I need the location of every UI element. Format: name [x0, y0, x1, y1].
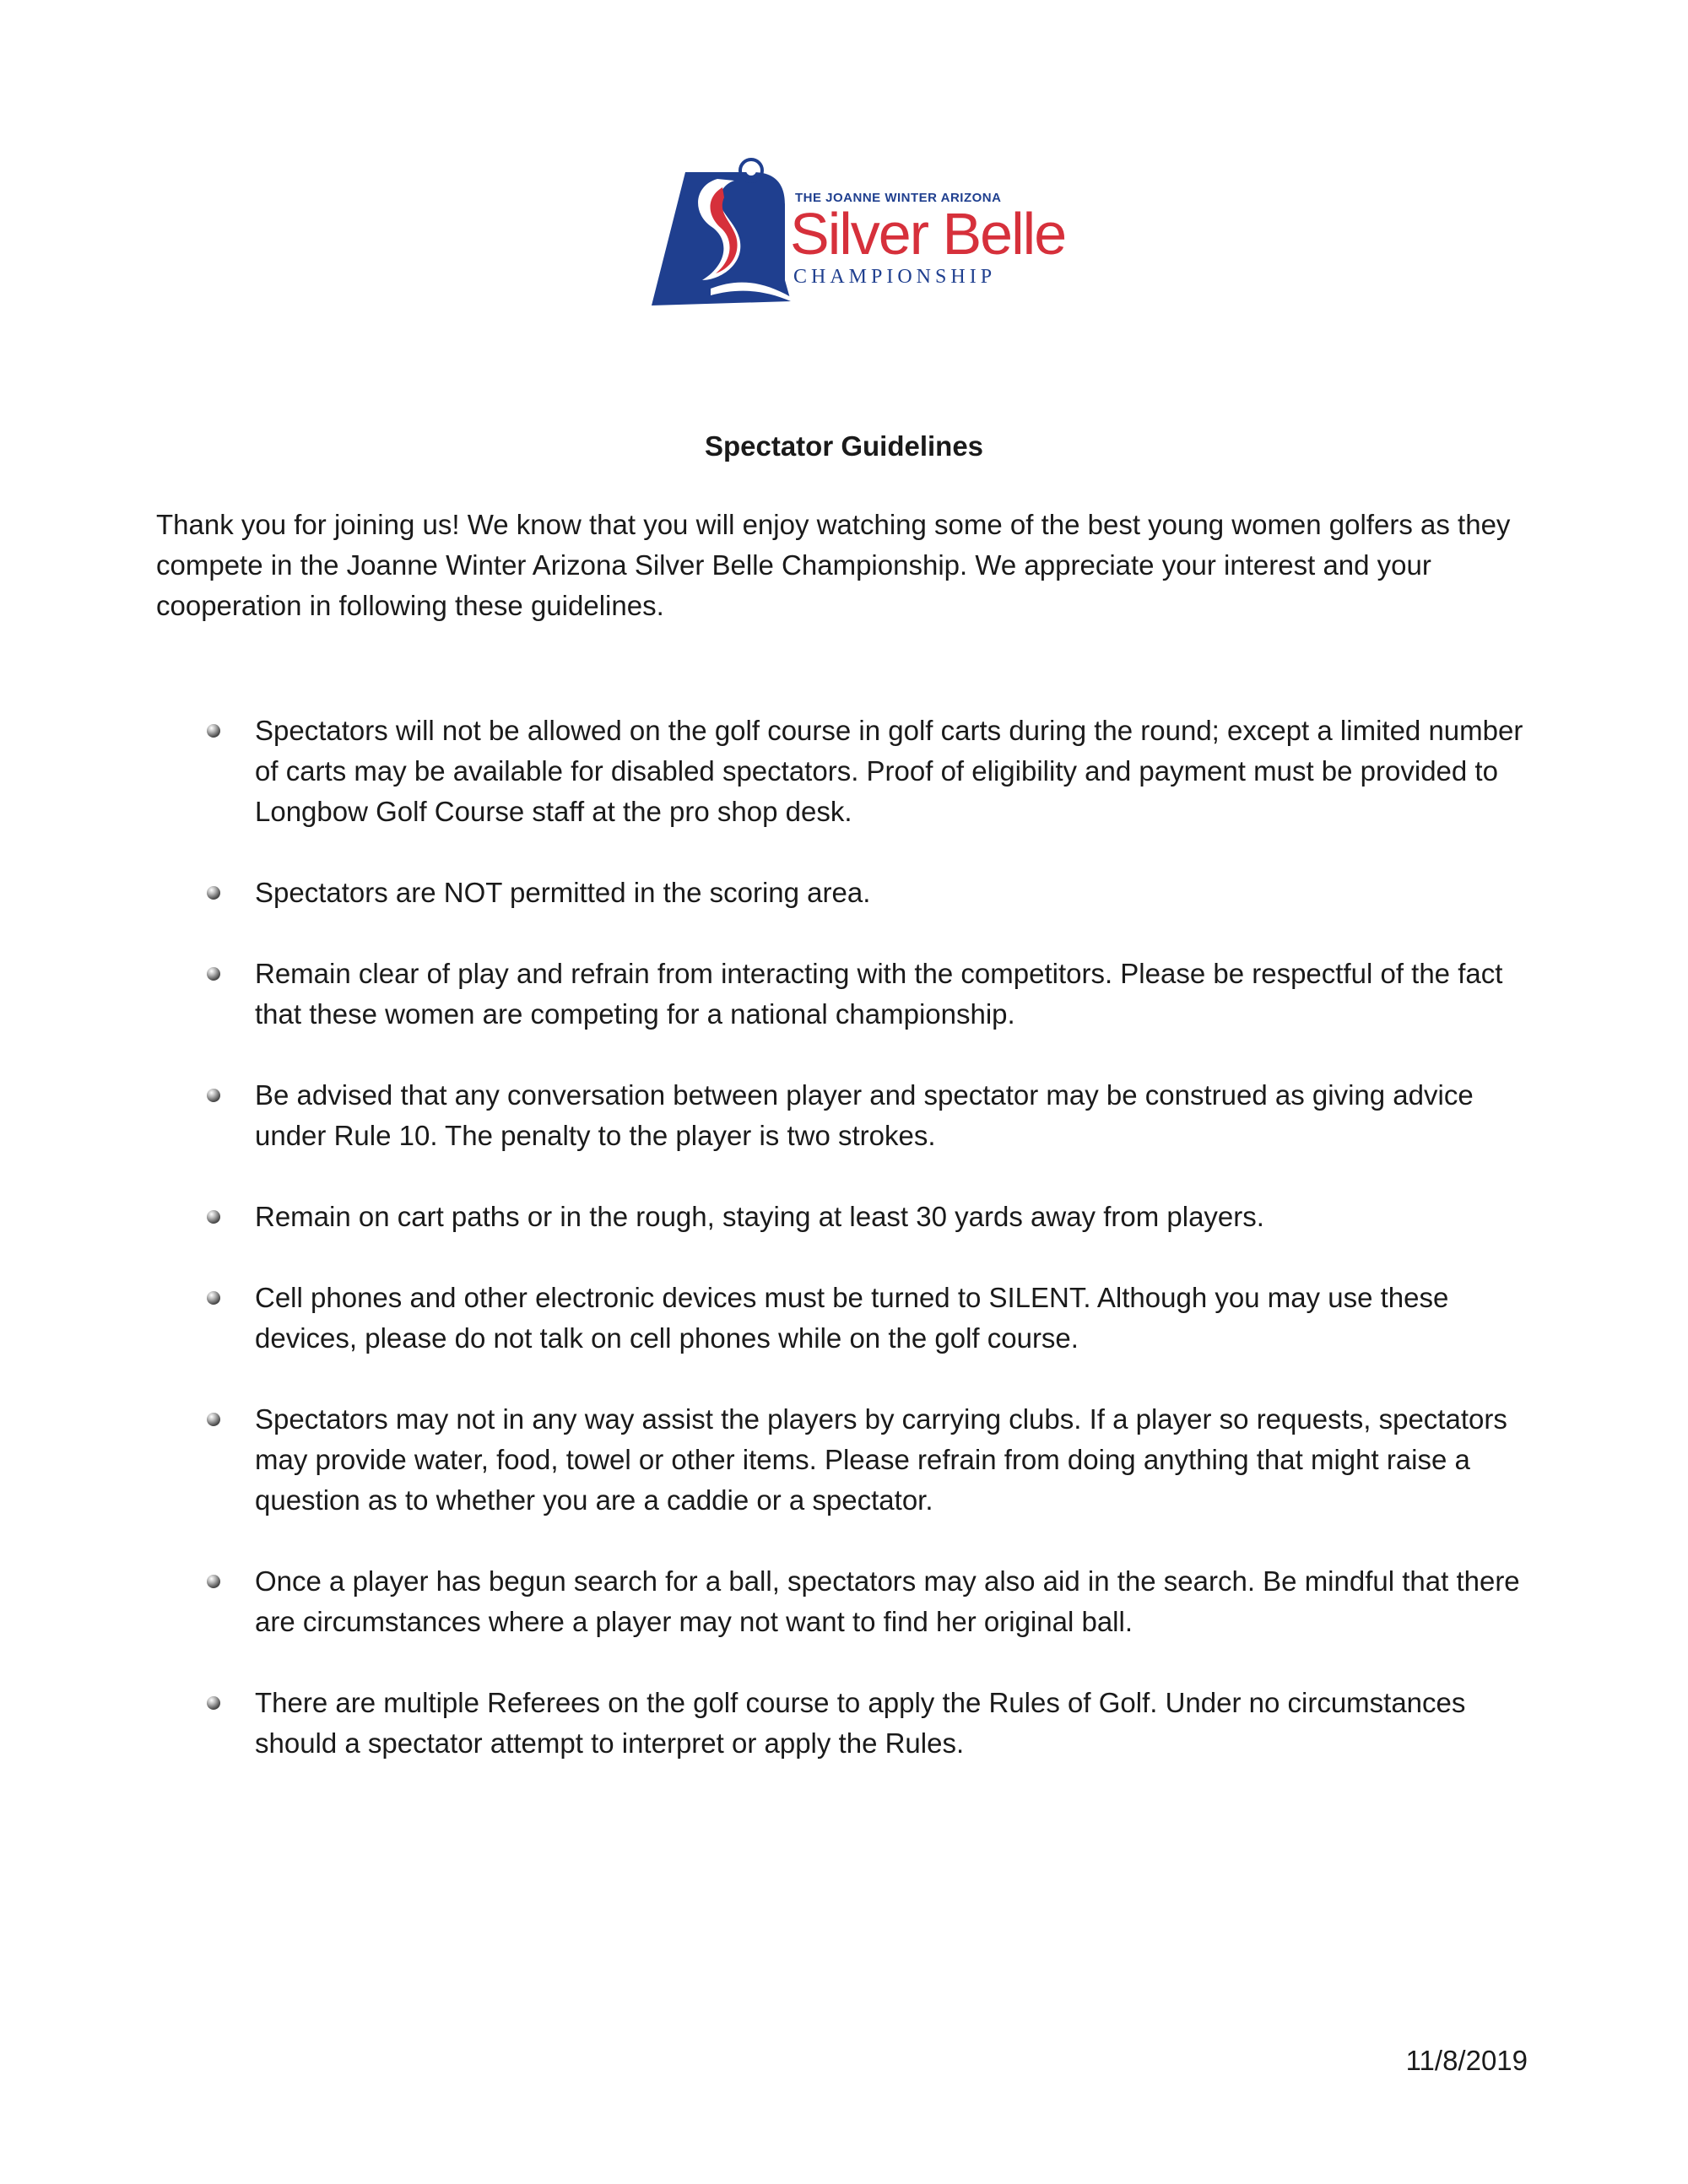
guidelines-list [156, 711, 1540, 1804]
intro-paragraph: Thank you for joining us! We know that you will enjoy watching some of the best young women golfers as they compete in the Joanne Winter Arizona Silver Belle Championship. We appreciate your interest and your cooperation in following these guidelines. [156, 509, 1511, 621]
bell-logo-icon [652, 154, 791, 305]
bullet-icon [207, 1575, 220, 1588]
list-item [156, 954, 1540, 1035]
bullet-icon [207, 724, 220, 738]
rule-text: Cell phones and other electronic devices must be turned to SILENT. Although you may use these devices, please do not talk on cell phones while on the golf course. [255, 1282, 1449, 1354]
rule-text: Spectators are NOT permitted in the scoring area. [255, 877, 871, 908]
bullet-icon [207, 1413, 220, 1426]
rule-text: Once a player has begun search for a ball, spectators may also aid in the search. Be mindful that there are circumstances where a player may not want to find her original ball. [255, 1565, 1520, 1637]
document-date: 11/8/2019 [1405, 2045, 1528, 2076]
bullet-icon [207, 1089, 220, 1102]
logo-bottom-line: CHAMPIONSHIP [793, 266, 997, 288]
bullet-icon [207, 967, 220, 981]
list-item [156, 1075, 1540, 1156]
list-item [156, 1197, 1540, 1237]
rule-text: Spectators will not be allowed on the golf course in golf carts during the round; except a limited number of carts may be available for disabled spectators. Proof of eligibility and payment must be provided to Longbow Golf Course staff at the pro shop desk. [255, 715, 1523, 827]
list-item [156, 1278, 1540, 1359]
list-item [156, 1561, 1540, 1642]
rule-text: Remain on cart paths or in the rough, staying at least 30 yards away from players. [255, 1201, 1264, 1232]
rule-text: Spectators may not in any way assist the players by carrying clubs. If a player so requests, spectators may provide water, food, towel or other items. Please refrain from doing anything that might raise a question as to whether you are a caddie or a spectator. [255, 1403, 1507, 1516]
rule-text: Remain clear of play and refrain from interacting with the competitors. Please be respectful of the fact that these women are competing for a national championship. [255, 958, 1503, 1030]
bullet-icon [207, 1696, 220, 1710]
bullet-icon [207, 886, 220, 900]
list-item [156, 1399, 1540, 1521]
logo-main-text: Silver Belle [790, 201, 1066, 267]
rule-text: There are multiple Referees on the golf course to apply the Rules of Golf. Under no circumstances should a spectator attempt to interpret or apply the Rules. [255, 1687, 1466, 1759]
bullet-icon [207, 1210, 220, 1224]
bullet-icon [207, 1291, 220, 1305]
list-item [156, 873, 1540, 913]
page-title: Spectator Guidelines [704, 430, 984, 462]
rule-text: Be advised that any conversation between player and spectator may be construed as giving advice under Rule 10. The penalty to the player is two strokes. [255, 1079, 1474, 1151]
logo-top-line: THE JOANNE WINTER ARIZONA [795, 191, 1002, 205]
list-item [156, 1683, 1540, 1764]
silver-belle-logo [652, 154, 1066, 305]
list-item [156, 711, 1540, 832]
